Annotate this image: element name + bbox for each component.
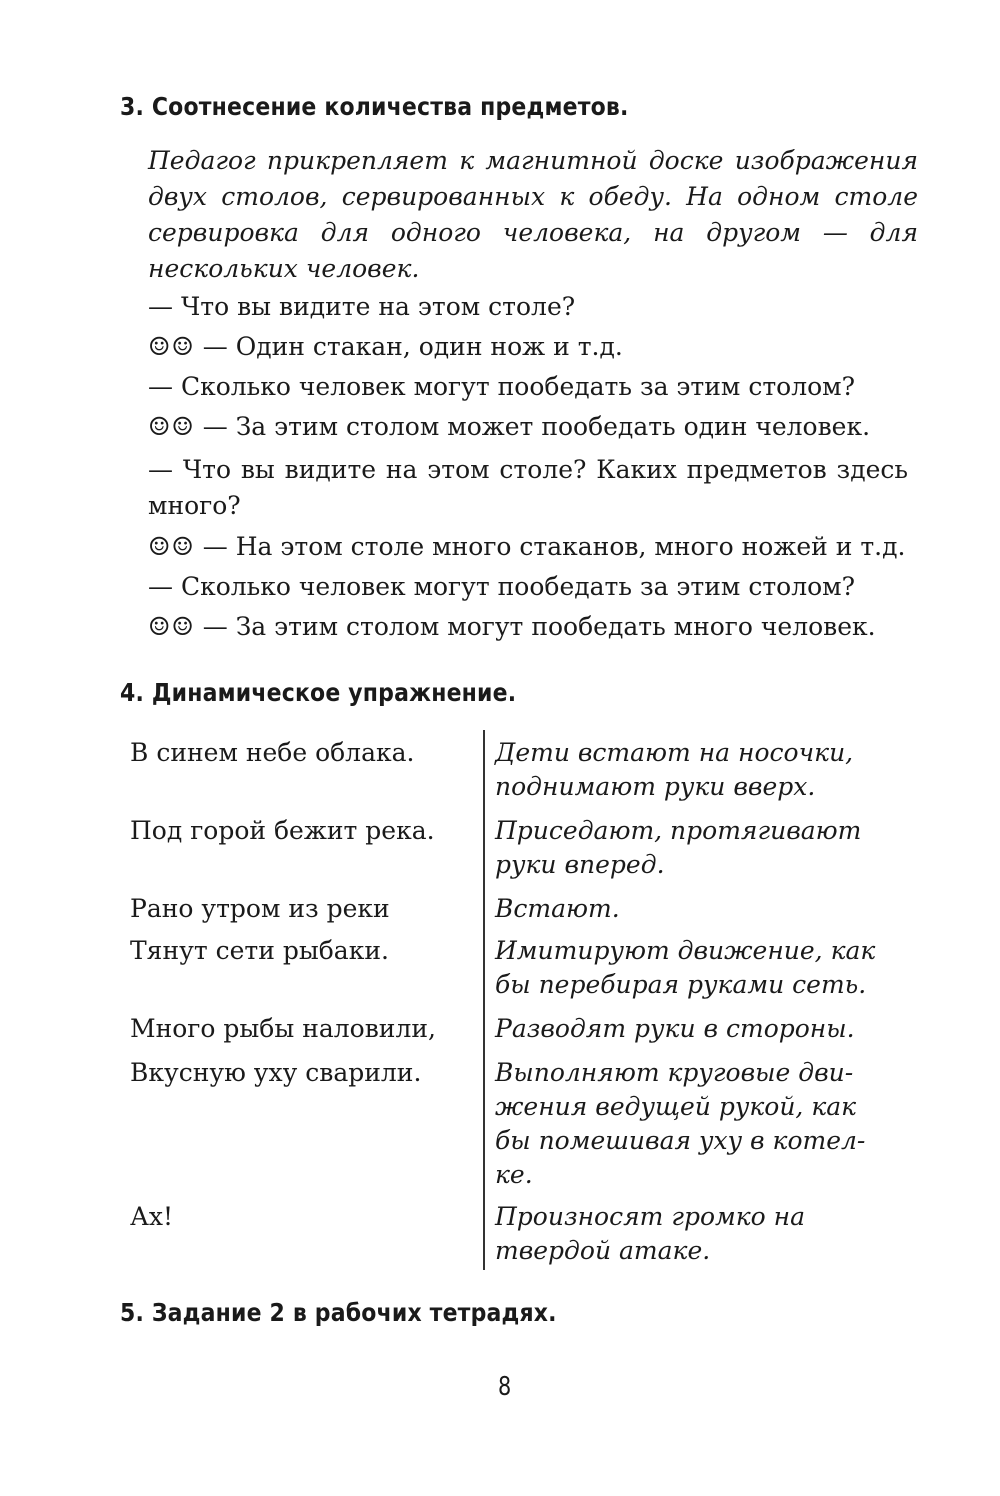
dialogue-text: — Что вы видите на этом столе? xyxy=(148,292,576,321)
action-line: бы помешивая уху в котел- xyxy=(495,1126,866,1155)
dialogue-text: — Один стакан, один нож и т.д. xyxy=(202,332,623,361)
dialogue-line-2 xyxy=(148,332,623,362)
verse-line: Вкусную уху сварили. xyxy=(130,1058,422,1087)
action-line: Произносят громко на xyxy=(495,1202,806,1231)
action-line: Встают. xyxy=(495,894,620,923)
section-3-heading: 3. Соотнесение количества предметов. xyxy=(120,92,629,121)
action-line: твердой атаке. xyxy=(495,1236,711,1265)
action-cell xyxy=(495,1200,915,1268)
action-line: Имитируют движение, как xyxy=(495,936,876,965)
verse-line: Под горой бежит река. xyxy=(130,816,435,845)
verse-line: Рано утром из реки xyxy=(130,894,390,923)
dialogue-text: — Что вы видите на этом столе? Каких предметов здесь много? xyxy=(148,455,908,520)
action-line: жения ведущей рукой, как xyxy=(495,1092,857,1121)
action-line: поднимают руки вверх. xyxy=(495,772,816,801)
verse-line: Ах! xyxy=(130,1202,174,1231)
dialogue-line-5 xyxy=(148,452,908,524)
two-smiley-faces-icon: ☺☺ xyxy=(148,332,195,361)
section-5-heading: 5. Задание 2 в рабочих тетрадях. xyxy=(120,1298,557,1327)
action-line: руки вперед. xyxy=(495,850,665,879)
section-3-intro: Педагог прикрепляет к магнитной доске изображения двух столов, сервированных к обеду. На одном столе сервировка для одного человека, на другом — для нескольких человек. xyxy=(148,146,918,283)
action-cell xyxy=(495,1012,915,1046)
dialogue-line-6 xyxy=(148,532,905,562)
action-line: ке. xyxy=(495,1160,533,1189)
two-smiley-faces-icon: ☺☺ xyxy=(148,612,195,641)
two-smiley-faces-icon: ☺☺ xyxy=(148,532,195,561)
dialogue-text: — На этом столе много стаканов, много ножей и т.д. xyxy=(202,532,906,561)
action-cell xyxy=(495,814,915,882)
two-smiley-faces-icon: ☺☺ xyxy=(148,412,195,441)
action-cell xyxy=(495,736,915,804)
action-line: Разводят руки в стороны. xyxy=(495,1014,855,1043)
dialogue-text: — Сколько человек могут пообедать за этим столом? xyxy=(148,572,855,601)
dialogue-line-4 xyxy=(148,412,870,442)
dialogue-text: — За этим столом может пообедать один человек. xyxy=(202,412,871,441)
action-line: Приседают, протягивают xyxy=(495,816,862,845)
dialogue-line-1 xyxy=(148,292,575,322)
verse-line: Много рыбы наловили, xyxy=(130,1014,436,1043)
page-number: 8 xyxy=(498,1372,512,1402)
action-line: Выполняют круговые дви- xyxy=(495,1058,854,1087)
dialogue-text: — За этим столом могут пообедать много человек. xyxy=(202,612,876,641)
dialogue-text: — Сколько человек могут пообедать за этим столом? xyxy=(148,372,855,401)
action-cell xyxy=(495,892,915,926)
verse-line: Тянут сети рыбаки. xyxy=(130,936,389,965)
dialogue-line-7 xyxy=(148,572,855,602)
verse-line: В синем небе облака. xyxy=(130,738,415,767)
action-cell xyxy=(495,1056,915,1192)
action-cell xyxy=(495,934,915,1002)
table-divider xyxy=(483,730,485,1270)
dialogue-line-3 xyxy=(148,372,855,402)
section-4-heading: 4. Динамическое упражнение. xyxy=(120,678,517,707)
action-line: бы перебирая руками сеть. xyxy=(495,970,867,999)
action-line: Дети встают на носочки, xyxy=(495,738,854,767)
dialogue-line-8 xyxy=(148,612,876,642)
